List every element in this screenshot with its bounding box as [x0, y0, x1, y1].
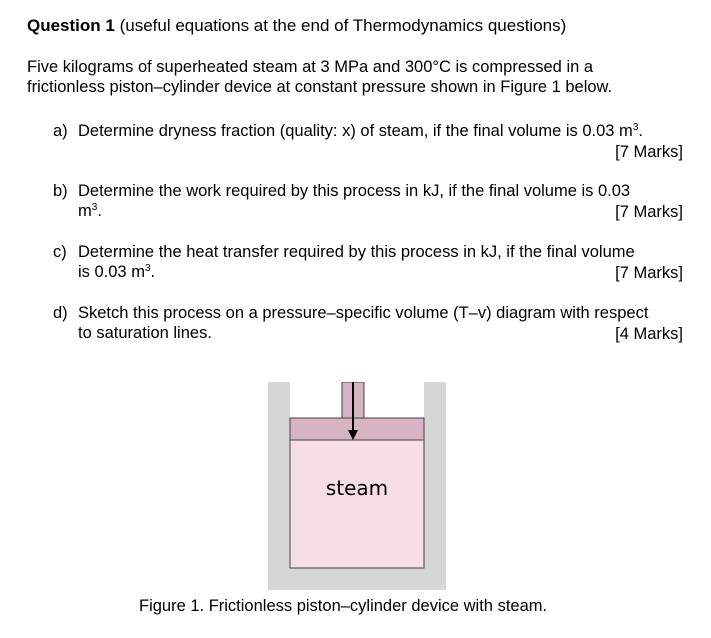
part-marks: [7 Marks] — [615, 203, 683, 221]
superscript: 3 — [632, 122, 639, 133]
intro-line-1: Five kilograms of superheated steam at 3 MPa and 300°C is compressed in a — [27, 58, 594, 76]
part-tail: . — [97, 202, 102, 220]
part-a — [53, 121, 683, 161]
part-line-1 — [78, 181, 683, 201]
part-marks: [4 Marks] — [615, 325, 683, 343]
figure-caption: Figure 1. Frictionless piston–cylinder device with steam. — [139, 597, 548, 615]
part-line-1 — [78, 303, 683, 323]
part-tail: . — [638, 122, 643, 140]
part-text-2: to saturation lines. — [78, 324, 212, 342]
part-c — [53, 242, 683, 282]
part-text: Determine the work required by this process in kJ, if the final volume is 0.03 — [78, 182, 631, 200]
part-text-2: m — [78, 202, 92, 220]
steam-label: steam — [325, 476, 389, 500]
superscript: 3 — [91, 202, 98, 213]
piston-cylinder-figure — [268, 382, 446, 590]
part-text: Determine the heat transfer required by this process in kJ, if the final volume — [78, 243, 635, 261]
question-heading — [27, 16, 566, 36]
part-letter: c) — [53, 243, 67, 261]
part-b — [53, 181, 683, 221]
part-line-1 — [78, 242, 683, 262]
part-letter: a) — [53, 122, 68, 140]
part-d — [53, 303, 683, 343]
part-text: Sketch this process on a pressure–specific volume (T–v) diagram with respect — [78, 304, 649, 322]
piston-head — [290, 418, 424, 440]
part-text-2: is 0.03 m — [78, 263, 145, 281]
intro-line-2: frictionless piston–cylinder device at constant pressure shown in Figure 1 below. — [27, 78, 613, 96]
question-label: Question 1 — [27, 16, 115, 35]
part-line-2 — [78, 141, 683, 161]
part-line-2 — [78, 262, 683, 282]
steam-region — [290, 440, 424, 568]
part-marks: [7 Marks] — [615, 264, 683, 282]
part-tail: . — [150, 263, 156, 281]
question-note: (useful equations at the end of Thermodynamics questions) — [119, 16, 567, 35]
part-letter: b) — [53, 182, 68, 200]
question-intro — [27, 57, 687, 97]
part-line-2 — [78, 323, 683, 343]
part-letter: d) — [53, 304, 68, 322]
part-line-2 — [78, 201, 683, 221]
part-marks: [7 Marks] — [615, 143, 683, 161]
superscript: 3 — [144, 263, 151, 274]
part-line-1 — [78, 121, 683, 141]
part-text: Determine dryness fraction (quality: x) of steam, if the final volume is 0.03 m — [78, 122, 633, 140]
